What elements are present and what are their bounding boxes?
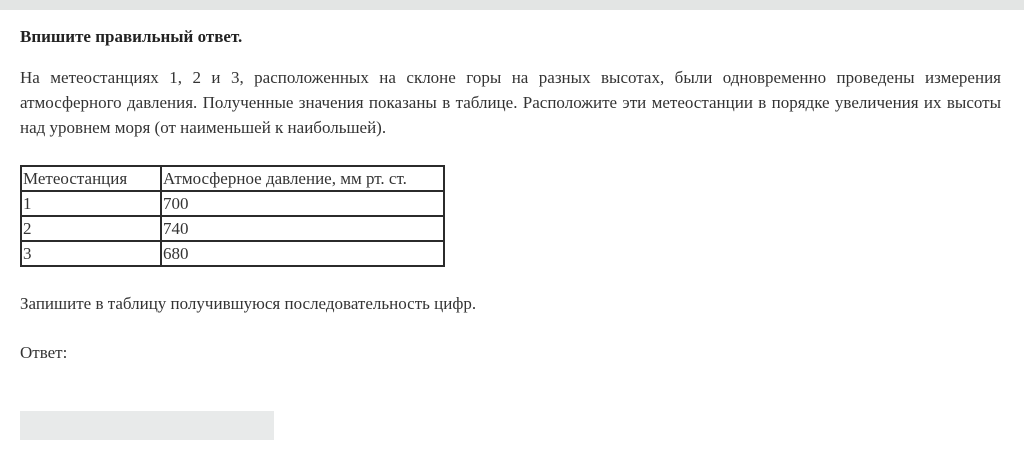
table-header-row bbox=[21, 166, 444, 191]
table-cell-pressure: 700 bbox=[161, 191, 444, 216]
task-prompt: Запишите в таблицу получившуюся последовательность цифр. bbox=[20, 294, 477, 313]
table-row bbox=[21, 216, 444, 241]
task-instruction: Впишите правильный ответ. bbox=[20, 27, 243, 46]
table-cell-station: 2 bbox=[21, 216, 161, 241]
top-bar bbox=[0, 0, 1024, 10]
table-header-cell: Метеостанция bbox=[21, 166, 161, 191]
table-row bbox=[21, 191, 444, 216]
task-question: На метеостанциях 1, 2 и 3, расположенных на склоне горы на разных высотах, были одновременно проведены измерения атмосферного давления. Полученные значения показаны в таблице. Расположите эти метеостанции в порядке увеличения их высоты над уровнем моря (от наименьшей к наибольшей). bbox=[20, 68, 1001, 137]
table-cell-station: 3 bbox=[21, 241, 161, 266]
table-row bbox=[21, 241, 444, 266]
answer-label: Ответ: bbox=[20, 343, 68, 362]
data-table bbox=[20, 165, 445, 267]
answer-input[interactable] bbox=[20, 411, 274, 440]
table-cell-station: 1 bbox=[21, 191, 161, 216]
table-header-cell: Атмосферное давление, мм рт. ст. bbox=[161, 166, 444, 191]
table-cell-pressure: 740 bbox=[161, 216, 444, 241]
table-cell-pressure: 680 bbox=[161, 241, 444, 266]
task-content bbox=[20, 25, 1001, 365]
